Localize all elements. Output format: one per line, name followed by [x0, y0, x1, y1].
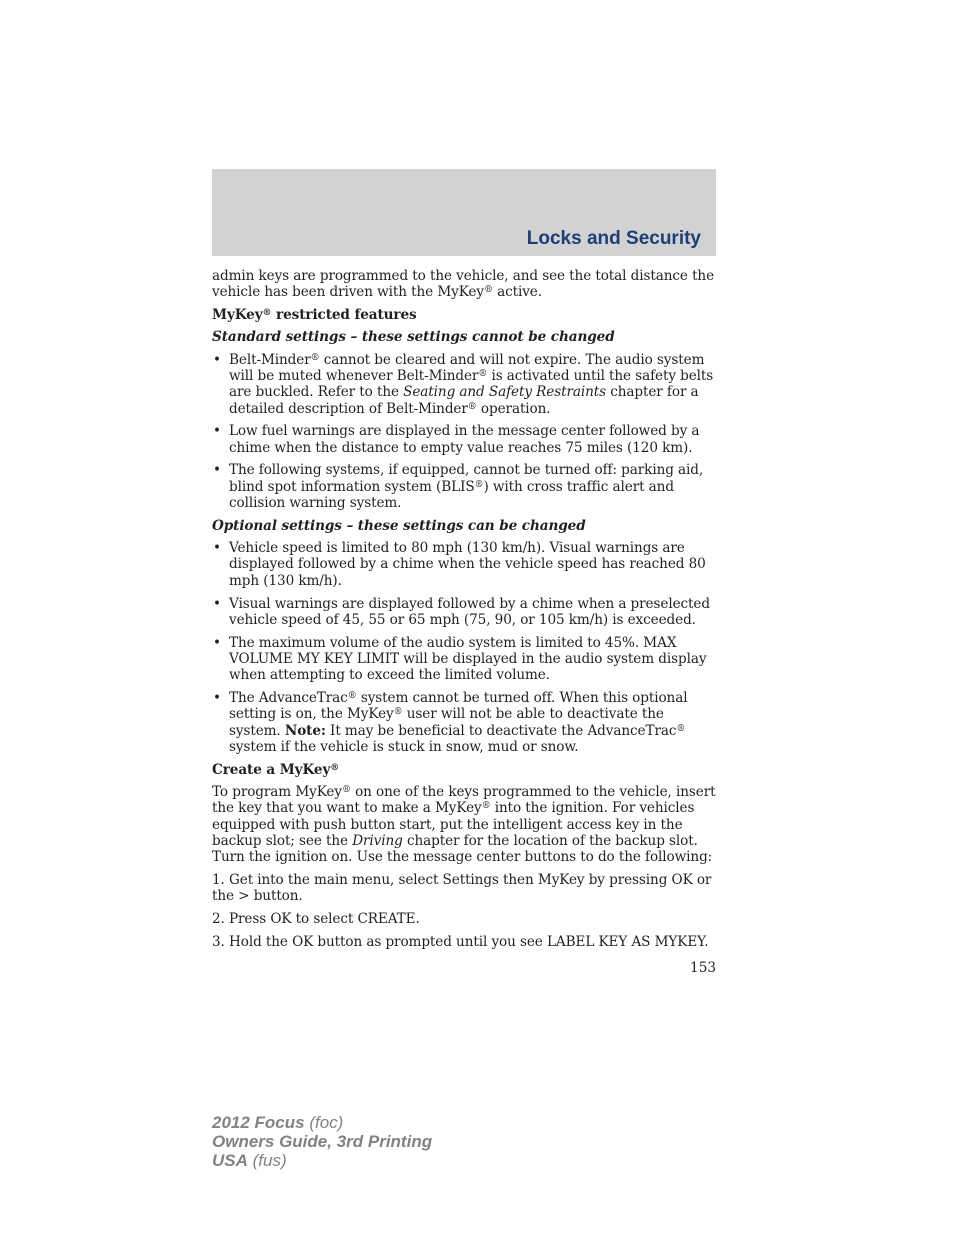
optional-settings-heading: Optional settings – these settings can be changed: [212, 517, 586, 534]
step-item: 3. Hold the OK button as prompted until you see LABEL KEY AS MYKEY.: [212, 933, 709, 950]
list-item: • Belt-Minder® cannot be cleared and will not expire. The audio system will be muted whenever Belt-Minder® is activated until the safety belts are buckled. Refer to the Seating and Safety Restraints chapter for a detailed description of Belt-Minder® operation.: [212, 352, 717, 417]
list-item: • Vehicle speed is limited to 80 mph (130 km/h). Visual warnings are displayed followed by a chime when the vehicle speed has reached 80 mph (130 km/h).: [212, 540, 717, 589]
page-content: [212, 268, 717, 957]
list-item: • The maximum volume of the audio system is limited to 45%. MAX VOLUME MY KEY LIMIT will be displayed in the audio system display when attempting to exceed the limited volume.: [212, 635, 717, 684]
standard-settings-list: [212, 352, 717, 512]
note-label: Note:: [284, 722, 326, 739]
step-item: 2. Press OK to select CREATE.: [212, 911, 420, 928]
footer-line-market: USA (fus): [212, 1151, 287, 1170]
step-item: 1. Get into the main menu, select Settings then MyKey by pressing OK or the > button.: [212, 872, 712, 905]
chapter-reference: Driving: [352, 832, 403, 849]
intro-paragraph: admin keys are programmed to the vehicle, and see the total distance the vehicle has been driven with the MyKey® active.: [212, 268, 715, 301]
section-title: Locks and Security: [526, 228, 701, 249]
footer-line-model: 2012 Focus (foc): [212, 1113, 344, 1132]
restricted-features-heading: MyKey® restricted features: [212, 307, 417, 324]
optional-settings-list: [212, 540, 717, 755]
list-item: • Visual warnings are displayed followed by a chime when a preselected vehicle speed of 45, 55 or 65 mph (75, 90, or 105 km/h) is exceeded.: [212, 596, 717, 629]
create-mykey-paragraph: To program MyKey® on one of the keys programmed to the vehicle, insert the key that you want to make a MyKey® into the ignition. For vehicles equipped with push button start, put the intelligent access key in the backup slot; see the Driving chapter for the location of the backup slot. Turn the ignition on. Use the message center buttons to do the following:: [212, 784, 716, 866]
list-item: • The AdvanceTrac® system cannot be turned off. When this optional setting is on, the MyKey® user will not be able to deactivate the system. Note: It may be beneficial to deactivate the AdvanceTrac® system if the vehicle is stuck in snow, mud or snow.: [212, 690, 717, 755]
section-header-band: [212, 169, 716, 256]
create-mykey-heading: Create a MyKey®: [212, 761, 340, 778]
footer-line-guide: Owners Guide, 3rd Printing: [212, 1132, 433, 1151]
standard-settings-heading: Standard settings – these settings cannot be changed: [212, 329, 615, 346]
page-number: 153: [690, 960, 716, 976]
chapter-reference: Seating and Safety Restraints: [403, 384, 606, 401]
document-footer: [212, 1113, 432, 1170]
create-steps-list: [212, 872, 717, 950]
list-item: • Low fuel warnings are displayed in the message center followed by a chime when the distance to empty value reaches 75 miles (120 km).: [212, 423, 717, 456]
list-item: • The following systems, if equipped, cannot be turned off: parking aid, blind spot information system (BLIS®) with cross traffic alert and collision warning system.: [212, 462, 717, 511]
